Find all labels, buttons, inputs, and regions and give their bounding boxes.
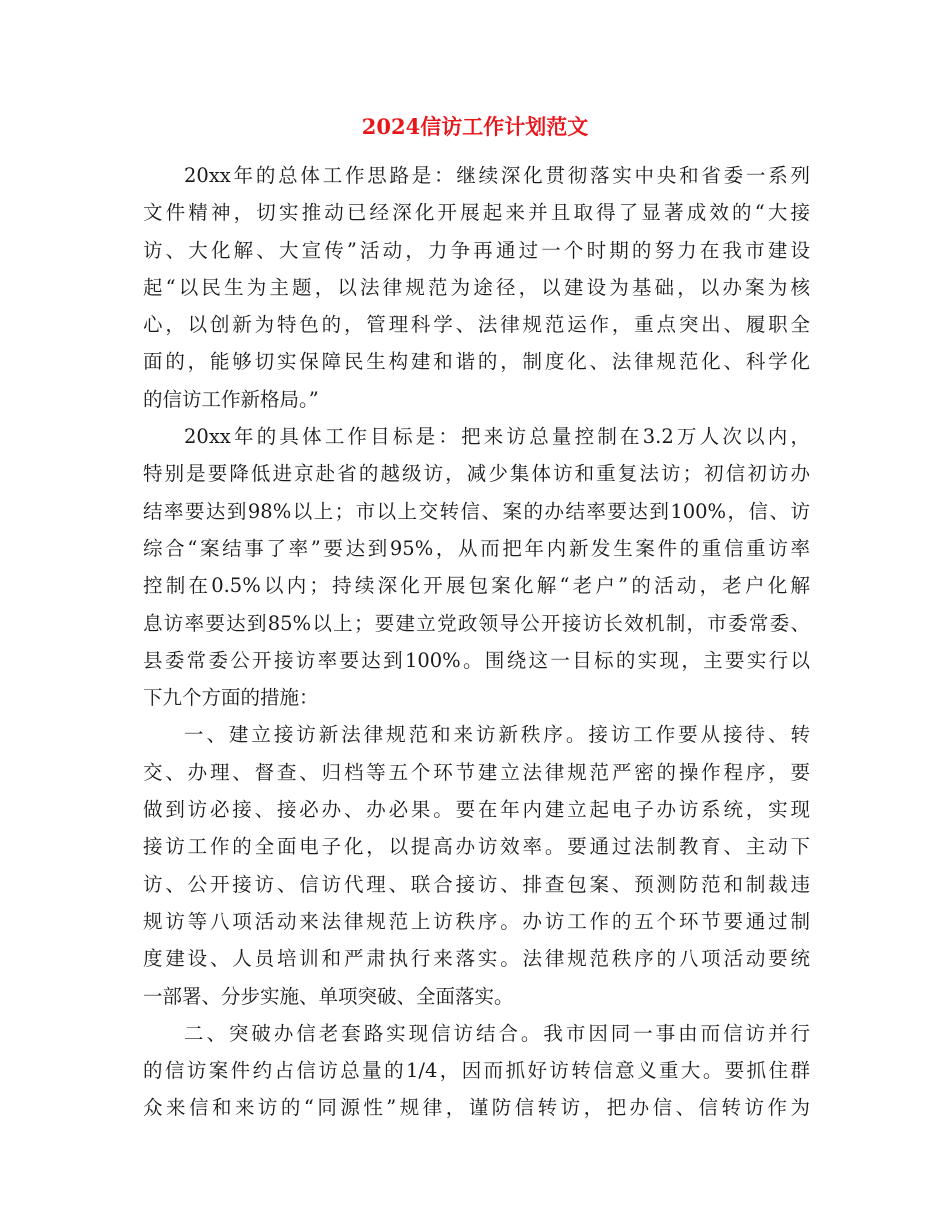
paragraph-line: 文件精神，切实推动已经深化开展起来并且取得了显著成效的“大接 bbox=[143, 201, 810, 225]
paragraph-line: 控制在0.5%以内；持续深化开展包案化解“老户”的活动，老户化解 bbox=[143, 574, 810, 598]
paragraph-line: 的信访工作新格局。” bbox=[143, 387, 319, 411]
paragraph-line: 20xx年的总体工作思路是：继续深化贯彻落实中央和省委一系列 bbox=[184, 164, 810, 187]
paragraph-line: 县委常委公开接访率要达到100%。围绕这一目标的实现，主要实行以 bbox=[143, 648, 810, 672]
paragraph-line: 访、大化解、大宣传”活动，力争再通过一个时期的努力在我市建设 bbox=[143, 238, 810, 262]
paragraph-line: 下九个方面的措施： bbox=[143, 686, 319, 710]
paragraph-line: 起“以民生为主题，以法律规范为途径，以建设为基础，以办案为核 bbox=[143, 275, 810, 299]
paragraph-line: 一、建立接访新法律规范和来访新秩序。接访工作要从接待、转 bbox=[184, 723, 810, 747]
paragraph-line: 一部署、分步实施、单项突破、全面落实。 bbox=[143, 984, 514, 1008]
paragraph-line: 心，以创新为特色的，管理科学、法律规范运作，重点突出、履职全 bbox=[143, 313, 810, 337]
paragraph-line: 众来信和来访的“同源性”规律，谨防信转访，把办信、信转访作为 bbox=[143, 1096, 810, 1120]
paragraph-line: 访、公开接访、信访代理、联合接访、排查包案、预测防范和制裁违 bbox=[143, 872, 810, 896]
paragraph-line: 规访等八项活动来法律规范上访秩序。办访工作的五个环节要通过制 bbox=[143, 909, 810, 933]
document-body bbox=[143, 157, 810, 1127]
paragraph-line: 二、突破办信老套路实现信访结合。我市因同一事由而信访并行 bbox=[184, 1021, 810, 1045]
paragraph-line: 20xx年的具体工作目标是：把来访总量控制在3.2万人次以内， bbox=[184, 425, 810, 449]
paragraph-line: 度建设、人员培训和严肃执行来落实。法律规范秩序的八项活动要统 bbox=[143, 947, 810, 971]
paragraph-line: 息访率要达到85%以上；要建立党政领导公开接访长效机制，市委常委、 bbox=[143, 611, 810, 635]
paragraph-line: 特别是要降低进京赴省的越级访，减少集体访和重复法访；初信初访办 bbox=[143, 462, 810, 486]
paragraph-line: 接访工作的全面电子化，以提高办访效率。要通过法制教育、主动下 bbox=[143, 835, 810, 859]
paragraph-line: 面的，能够切实保障民生构建和谐的，制度化、法律规范化、科学化 bbox=[143, 350, 810, 374]
paragraph-line: 的信访案件约占信访总量的1/4，因而抓好访转信意义重大。要抓住群 bbox=[143, 1059, 810, 1083]
document-title: 2024信访工作计划范文 bbox=[361, 114, 589, 139]
paragraph-line: 做到访必接、接必办、办必果。要在年内建立起电子办访系统，实现 bbox=[143, 798, 810, 822]
paragraph-line: 综合“案结事了率”要达到95%，从而把年内新发生案件的重信重访率 bbox=[143, 536, 810, 560]
paragraph-line: 结率要达到98%以上；市以上交转信、案的办结率要达到100%，信、访 bbox=[143, 499, 810, 523]
paragraph-line: 交、办理、督查、归档等五个环节建立法律规范严密的操作程序，要 bbox=[143, 760, 810, 784]
